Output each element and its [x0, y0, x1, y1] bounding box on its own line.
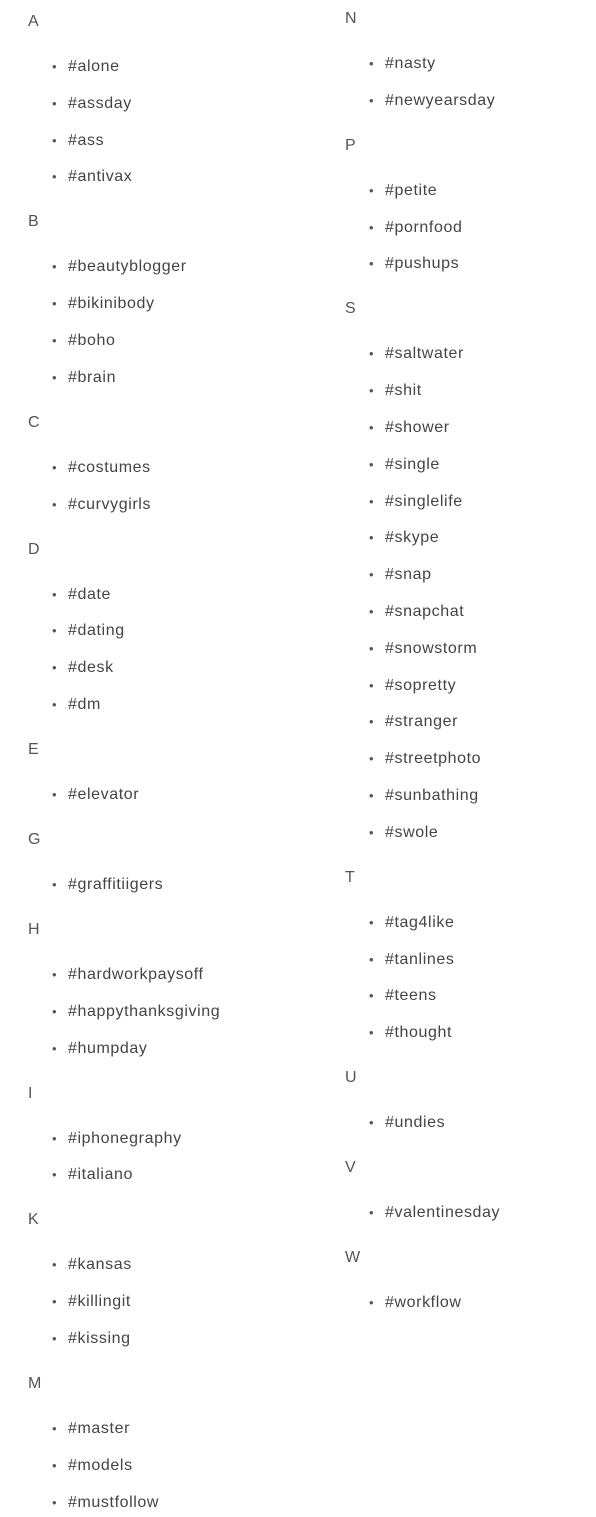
bullet-icon: •	[369, 1295, 375, 1310]
tag-label[interactable]: #boho	[68, 332, 116, 349]
bullet-icon: •	[52, 660, 58, 675]
tag-label[interactable]: #pornfood	[385, 219, 463, 236]
bullet-icon: •	[52, 1041, 58, 1056]
bullet-icon: •	[369, 1025, 375, 1040]
group-letter-k: K	[28, 1211, 39, 1229]
bullet-icon: •	[369, 1115, 375, 1130]
bullet-icon: •	[369, 346, 375, 361]
bullet-icon: •	[369, 567, 375, 582]
bullet-icon: •	[369, 93, 375, 108]
group-letter-w: W	[345, 1249, 361, 1267]
tag-label[interactable]: #italiano	[68, 1166, 134, 1183]
bullet-icon: •	[52, 877, 58, 892]
tag-label[interactable]: #shit	[385, 382, 422, 399]
bullet-icon: •	[52, 787, 58, 802]
bullet-icon: •	[369, 1205, 375, 1220]
group-letter-a: A	[28, 13, 39, 30]
bullet-icon: •	[369, 420, 375, 435]
bullet-icon: •	[52, 1495, 58, 1510]
group-letter-t: T	[345, 868, 355, 886]
bullet-icon: •	[52, 1257, 58, 1272]
bullet-icon: •	[52, 59, 58, 74]
bullet-icon: •	[52, 967, 58, 982]
tag-label[interactable]: #sunbathing	[385, 787, 479, 804]
bullet-icon: •	[52, 1131, 58, 1146]
tag-label[interactable]: #teens	[385, 987, 437, 1004]
tag-label[interactable]: #skype	[385, 529, 440, 546]
tag-label[interactable]: #ass	[68, 132, 105, 149]
tag-label[interactable]: #workflow	[385, 1294, 462, 1311]
bullet-icon: •	[369, 604, 375, 619]
bullet-icon: •	[52, 169, 58, 184]
group-letter-n: N	[345, 10, 357, 27]
tag-label[interactable]: #bikinibody	[68, 295, 155, 312]
group-letter-v: V	[345, 1159, 356, 1177]
tag-label[interactable]: #date	[68, 586, 112, 603]
bullet-icon: •	[369, 915, 375, 930]
group-letter-g: G	[28, 831, 41, 848]
group-letter-d: D	[28, 540, 40, 558]
tag-label[interactable]: #hardworkpaysoff	[68, 966, 204, 983]
bullet-icon: •	[369, 788, 375, 803]
bullet-icon: •	[52, 1167, 58, 1182]
group-letter-c: C	[28, 413, 40, 431]
tag-label[interactable]: #snapchat	[385, 603, 465, 620]
bullet-icon: •	[369, 952, 375, 967]
bullet-icon: •	[52, 587, 58, 602]
tag-label[interactable]: #desk	[68, 659, 114, 676]
tag-label[interactable]: #singlelife	[385, 493, 463, 510]
tag-label[interactable]: #models	[68, 1457, 133, 1474]
tag-label[interactable]: #humpday	[68, 1040, 148, 1057]
tag-label[interactable]: #pushups	[385, 255, 460, 272]
tag-label[interactable]: #snowstorm	[385, 640, 478, 657]
tag-label[interactable]: #nasty	[385, 55, 436, 72]
tag-label[interactable]: #shower	[385, 419, 450, 436]
bullet-icon: •	[369, 641, 375, 656]
tag-label[interactable]: #streetphoto	[385, 750, 482, 767]
tag-label[interactable]: #brain	[68, 369, 117, 386]
bullet-icon: •	[52, 296, 58, 311]
bullet-icon: •	[369, 56, 375, 71]
group-letter-m: M	[28, 1375, 42, 1392]
tag-label[interactable]: #tag4like	[385, 914, 455, 931]
tag-label[interactable]: #kansas	[68, 1256, 132, 1273]
group-letter-i: I	[28, 1084, 33, 1102]
tag-label[interactable]: #undies	[385, 1114, 446, 1131]
group-letter-e: E	[28, 741, 39, 758]
tag-label[interactable]: #stranger	[385, 713, 458, 730]
bullet-icon: •	[52, 333, 58, 348]
tag-label[interactable]: #master	[68, 1420, 130, 1437]
group-letter-b: B	[28, 213, 39, 231]
bullet-icon: •	[52, 460, 58, 475]
bullet-icon: •	[369, 183, 375, 198]
tag-label[interactable]: #killingit	[68, 1293, 131, 1310]
tag-label[interactable]: #dating	[68, 622, 125, 639]
bullet-icon: •	[369, 714, 375, 729]
bullet-icon: •	[52, 1331, 58, 1346]
tag-label[interactable]: #antivax	[68, 168, 133, 185]
group-letter-u: U	[345, 1069, 357, 1087]
bullet-icon: •	[52, 1004, 58, 1019]
bullet-icon: •	[369, 220, 375, 235]
tag-label[interactable]: #beautyblogger	[68, 258, 187, 275]
tag-label[interactable]: #costumes	[68, 459, 151, 476]
bullet-icon: •	[369, 256, 375, 271]
tag-label[interactable]: #valentinesday	[385, 1204, 501, 1221]
tag-label[interactable]: #tanlines	[385, 951, 455, 968]
tag-label[interactable]: #newyearsday	[385, 92, 496, 109]
tag-label[interactable]: #thought	[385, 1024, 453, 1041]
bullet-icon: •	[369, 530, 375, 545]
bullet-icon: •	[52, 133, 58, 148]
group-letter-s: S	[345, 300, 356, 318]
bullet-icon: •	[52, 1294, 58, 1309]
tag-label[interactable]: #happythanksgiving	[68, 1003, 221, 1020]
tag-label[interactable]: #alone	[68, 58, 120, 75]
bullet-icon: •	[369, 988, 375, 1003]
tag-label[interactable]: #graffitiigers	[68, 876, 164, 893]
tag-label[interactable]: #assday	[68, 95, 132, 112]
bullet-icon: •	[52, 623, 58, 638]
bullet-icon: •	[52, 259, 58, 274]
tag-label[interactable]: #saltwater	[385, 345, 464, 362]
tag-label[interactable]: #elevator	[68, 786, 140, 803]
bullet-icon: •	[52, 497, 58, 512]
bullet-icon: •	[369, 678, 375, 693]
tag-label[interactable]: #curvygirls	[68, 496, 152, 513]
bullet-icon: •	[369, 383, 375, 398]
tag-label[interactable]: #swole	[385, 824, 439, 841]
tag-label[interactable]: #mustfollow	[68, 1494, 160, 1511]
bullet-icon: •	[52, 1458, 58, 1473]
tag-label[interactable]: #petite	[385, 182, 438, 199]
bullet-icon: •	[369, 494, 375, 509]
bullet-icon: •	[52, 370, 58, 385]
tag-label[interactable]: #sopretty	[385, 677, 457, 694]
tag-label[interactable]: #dm	[68, 696, 101, 713]
group-letter-p: P	[345, 136, 356, 154]
group-letter-h: H	[28, 921, 40, 938]
bullet-icon: •	[369, 825, 375, 840]
tag-label[interactable]: #snap	[385, 566, 432, 583]
tag-label[interactable]: #single	[385, 456, 440, 473]
bullet-icon: •	[369, 457, 375, 472]
tag-label[interactable]: #kissing	[68, 1330, 131, 1347]
bullet-icon: •	[52, 697, 58, 712]
bullet-icon: •	[52, 1421, 58, 1436]
bullet-icon: •	[52, 96, 58, 111]
bullet-icon: •	[369, 751, 375, 766]
tag-label[interactable]: #iphonegraphy	[68, 1130, 182, 1147]
